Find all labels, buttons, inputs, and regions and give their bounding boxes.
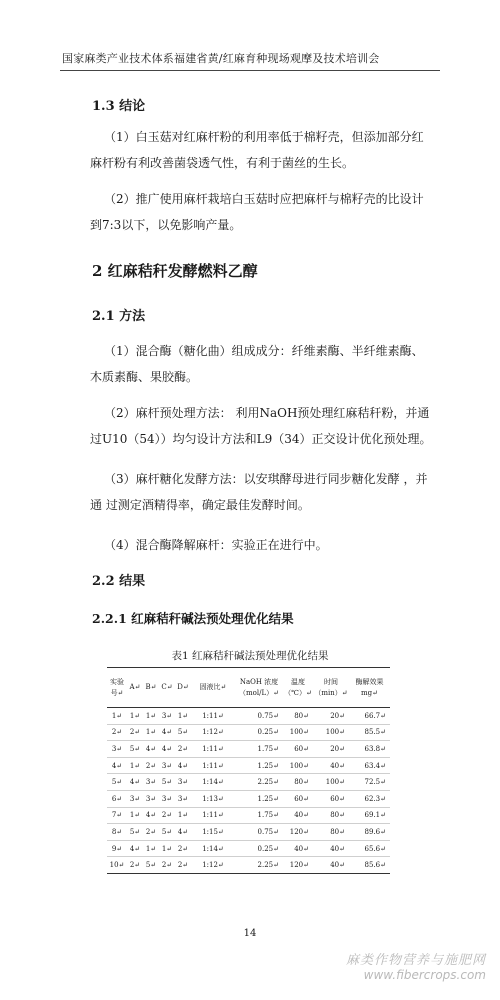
table-cell: 80↵ — [294, 711, 309, 720]
table-cell: 4↵ — [143, 807, 159, 824]
table-header-text: mg↵ — [361, 688, 378, 697]
section-2-heading: 2 红麻秸秆发酵燃料乙醇 — [92, 262, 258, 280]
table-cell: 2↵ — [159, 807, 175, 824]
table-cell: 40↵ — [283, 840, 313, 857]
table-cell: 1↵ — [111, 711, 123, 720]
table-cell: 40↵ — [283, 807, 313, 824]
table-cell: 2↵ — [175, 741, 191, 758]
table-cell: 2.25↵ — [235, 857, 283, 874]
section-2-1-para-4-text: （4）混合酶降解麻杆：实验正在进行中。 — [104, 538, 328, 552]
table-cell: 100↵ — [283, 724, 313, 741]
table-cell: 3↵ — [143, 774, 159, 791]
table-cell: 1.75↵ — [235, 741, 283, 758]
table-header-text: 时间 — [324, 677, 338, 686]
table-cell: 120↵ — [283, 824, 313, 841]
table-cell: 85.5↵ — [349, 724, 390, 741]
table-cell: 120↵ — [283, 857, 313, 874]
table-cell: 60↵ — [313, 790, 349, 807]
table-cell: 1↵ — [145, 711, 157, 720]
table-cell: 20↵ — [313, 741, 349, 758]
table-header-cell — [235, 668, 283, 708]
table-cell: 2↵ — [127, 857, 143, 874]
table-header-cell — [107, 668, 127, 708]
running-header: 国家麻类产业技术体系福建省黄/红麻育种现场观摩及技术培训会 — [62, 52, 380, 65]
table-row — [107, 840, 390, 857]
watermark-url: www.fibercrops.com — [363, 968, 486, 982]
table-cell: 3↵ — [175, 774, 191, 791]
table-header-text: 号↵ — [110, 688, 124, 697]
table-cell: 63.4↵ — [349, 757, 390, 774]
table-cell: 4↵ — [127, 840, 143, 857]
table-cell: 3↵ — [159, 790, 175, 807]
table-cell: 2↵ — [143, 757, 159, 774]
table-row — [107, 807, 390, 824]
table-cell: 3↵ — [107, 741, 127, 758]
table-cell: 65.6↵ — [349, 840, 390, 857]
table-caption: 表1 红麻秸秆碱法预处理优化结果 — [171, 650, 329, 662]
table-row — [107, 857, 390, 874]
table-cell: 4↵ — [143, 741, 159, 758]
table-header-cell — [143, 668, 159, 708]
table-cell: 1:14↵ — [191, 840, 235, 857]
table-cell: 10↵ — [107, 857, 127, 874]
section-2-2-heading: 2.2 结果 — [92, 574, 146, 589]
table-row — [107, 824, 390, 841]
table-cell: 1↵ — [175, 807, 191, 824]
table-cell: 1↵ — [127, 757, 143, 774]
table-cell: 5↵ — [159, 824, 175, 841]
table-cell: 3↵ — [127, 790, 143, 807]
table-cell: 72.5↵ — [349, 774, 390, 791]
table-header-cell — [191, 668, 235, 708]
table-cell: 80↵ — [283, 774, 313, 791]
table-cell: 80↵ — [313, 807, 349, 824]
table-cell: 1↵ — [127, 807, 143, 824]
section-2-1-para-2 — [90, 400, 435, 452]
table-cell: 2↵ — [127, 724, 143, 741]
table-cell: 100↵ — [283, 757, 313, 774]
table-cell: 1↵ — [143, 724, 159, 741]
table-cell: 1:11↵ — [191, 807, 235, 824]
table-cell: 1↵ — [159, 840, 175, 857]
table-row — [107, 757, 390, 774]
table-header-row — [107, 668, 390, 708]
watermark — [346, 949, 486, 982]
table-header-text: （min）↵ — [314, 688, 348, 697]
table-header-text: 酶解效果 — [355, 677, 384, 686]
table-row — [107, 708, 390, 725]
table-header-cell — [313, 668, 349, 708]
table-cell: 6↵ — [107, 790, 127, 807]
table-row — [107, 741, 390, 758]
table-cell: 0.75↵ — [235, 824, 283, 841]
table-cell: 100↵ — [313, 774, 349, 791]
section-2-1-heading: 2.1 方法 — [92, 309, 146, 324]
table-cell: 8↵ — [107, 824, 127, 841]
table-cell: 1↵ — [177, 711, 189, 720]
table-header-text: （mol/L）↵ — [239, 688, 279, 697]
table-header-cell — [159, 668, 175, 708]
table-cell: 4↵ — [127, 774, 143, 791]
table-cell: 3↵ — [175, 790, 191, 807]
table-cell: 5↵ — [107, 774, 127, 791]
table-cell: 1:12↵ — [191, 724, 235, 741]
section-1-3-heading: 1.3 结论 — [92, 99, 146, 114]
table-cell: 5↵ — [143, 857, 159, 874]
table-cell: 3↵ — [161, 711, 173, 720]
section-1-3-para-1 — [90, 124, 435, 176]
table-header-text: D↵ — [177, 683, 189, 691]
section-2-1-para-1-text: （1）混合酶（糖化曲）组成成分：纤维素酶、半纤维素酶、木质素酶、果胶酶。 — [90, 344, 424, 384]
table-cell: 40↵ — [313, 857, 349, 874]
table-cell: 0.75↵ — [257, 711, 279, 720]
table-cell: 89.6↵ — [349, 824, 390, 841]
table-header-text: B↵ — [145, 683, 157, 691]
table-cell: 66.7↵ — [364, 711, 386, 720]
table-header-text: 温度 — [291, 677, 305, 686]
table-cell: 5↵ — [127, 824, 143, 841]
watermark-cn: 麻类作物营养与施肥网 — [345, 953, 486, 968]
table-cell: 4↵ — [175, 824, 191, 841]
table-cell: 80↵ — [313, 824, 349, 841]
table-cell: 1.25↵ — [235, 790, 283, 807]
table-header-text: 固液比↵ — [199, 683, 227, 691]
table-cell: 1.75↵ — [235, 807, 283, 824]
section-2-1-para-1 — [90, 338, 435, 390]
table-cell: 1:11↵ — [202, 711, 224, 720]
table-cell: 5↵ — [175, 724, 191, 741]
table-cell: 60↵ — [283, 790, 313, 807]
table-cell: 1:13↵ — [191, 790, 235, 807]
table-row — [107, 774, 390, 791]
table-header-cell — [127, 668, 143, 708]
table-cell: 100↵ — [313, 724, 349, 741]
table-cell: 20↵ — [330, 711, 345, 720]
table-cell: 3↵ — [159, 757, 175, 774]
table-header-text: NaOH 浓度 — [239, 677, 279, 686]
table-header-text: （℃）↵ — [284, 688, 312, 697]
section-1-3-para-2-text: （2）推广使用麻杆栽培白玉菇时应把麻杆与棉籽壳的比设计到7:3以下，以免影响产量。 — [90, 192, 424, 232]
table-cell: 2↵ — [107, 724, 127, 741]
section-2-2-1-heading: 2.2.1 红麻秸秆碱法预处理优化结果 — [92, 611, 294, 626]
table-header-text: C↵ — [161, 683, 173, 691]
table-cell: 60↵ — [283, 741, 313, 758]
table-cell: 2↵ — [175, 857, 191, 874]
table-header-text: 实验 — [110, 677, 124, 686]
results-table — [107, 667, 390, 874]
table-cell: 40↵ — [313, 757, 349, 774]
table-header-cell — [283, 668, 313, 708]
table-cell: 1:11↵ — [191, 757, 235, 774]
table-cell: 1.25↵ — [235, 757, 283, 774]
section-2-1-para-3-text: （3）麻杆糖化发酵方法：以安琪酵母进行同步糖化发酵 ，并通 过测定酒精得率，确定最佳发酵时间。 — [90, 472, 428, 512]
table-cell: 0.25↵ — [235, 840, 283, 857]
table-cell: 1:12↵ — [191, 857, 235, 874]
table-header-text: A↵ — [129, 683, 141, 691]
table-cell: 2↵ — [159, 857, 175, 874]
table-cell: 2↵ — [143, 824, 159, 841]
table-cell: 1↵ — [143, 840, 159, 857]
header-rule — [60, 70, 440, 71]
table-cell: 7↵ — [107, 807, 127, 824]
table-row — [107, 724, 390, 741]
table-cell: 69.1↵ — [349, 807, 390, 824]
table-row — [107, 790, 390, 807]
section-2-1-para-4 — [90, 532, 435, 558]
section-2-1-para-3 — [90, 466, 435, 518]
table-cell: 4↵ — [175, 757, 191, 774]
table-header-cell — [175, 668, 191, 708]
table-cell: 2↵ — [175, 840, 191, 857]
section-2-1-para-2-text: （2）麻杆预处理方法： 利用NaOH预处理红麻秸秆粉，并通过U10（54））均匀设计方法和L9（34）正交设计优化预处理。 — [90, 406, 432, 446]
table-cell: 1:15↵ — [191, 824, 235, 841]
table-cell: 85.6↵ — [349, 857, 390, 874]
section-1-3-para-2 — [90, 186, 435, 238]
table-cell: 9↵ — [107, 840, 127, 857]
table-cell: 0.25↵ — [235, 724, 283, 741]
table-cell: 5↵ — [159, 774, 175, 791]
table-header-cell — [349, 668, 390, 708]
table-cell: 1↵ — [129, 711, 141, 720]
table-cell: 3↵ — [143, 790, 159, 807]
page-number: 14 — [243, 928, 257, 939]
table-cell: 5↵ — [127, 741, 143, 758]
table-cell: 40↵ — [313, 840, 349, 857]
table-cell: 62.3↵ — [349, 790, 390, 807]
table-cell: 4↵ — [159, 741, 175, 758]
table-cell: 4↵ — [159, 724, 175, 741]
table-cell: 1:14↵ — [191, 774, 235, 791]
table-cell: 4↵ — [107, 757, 127, 774]
table-cell: 2.25↵ — [235, 774, 283, 791]
section-1-3-para-1-text: （1）白玉菇对红麻杆粉的利用率低于棉籽壳，但添加部分红麻杆粉有利改善菌袋透气性，有利于菌丝的生长。 — [90, 130, 424, 170]
table-cell: 63.8↵ — [349, 741, 390, 758]
table-body — [107, 708, 390, 874]
table-cell: 1:11↵ — [191, 741, 235, 758]
